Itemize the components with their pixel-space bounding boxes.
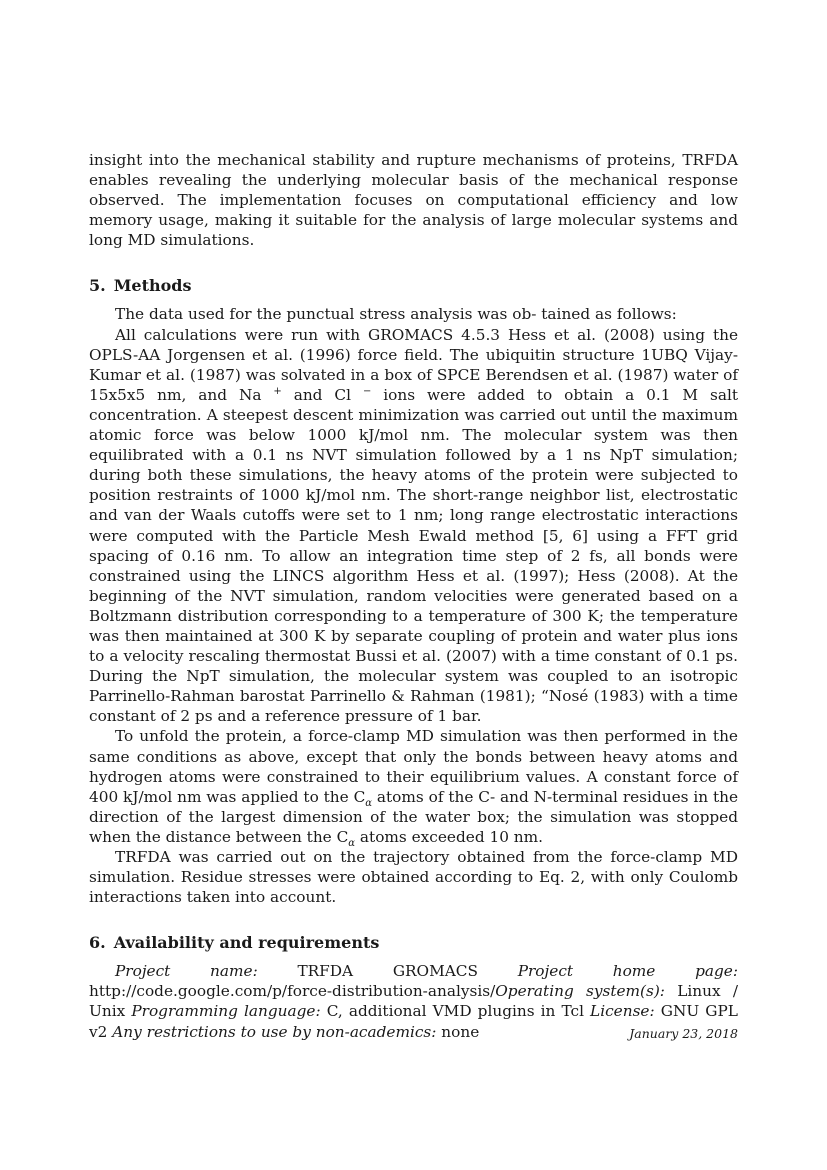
intro-paragraph: insight into the mechanical stability and rupture mechanisms of proteins, TRFDA enables revealing the underlying molecular basis of the mechanical response observed. The implementation focuses on computational efficiency and low memory usage, making it suitable for the analysis of large molecular systems and long MD simulations. bbox=[89, 151, 738, 250]
home-page-label: Project home page: bbox=[517, 962, 738, 981]
sodium-charge: + bbox=[273, 385, 282, 397]
restrictions-value: none bbox=[436, 1022, 480, 1041]
language-value: C, additional VMD plugins in Tcl bbox=[320, 1002, 591, 1021]
methods-title: Methods bbox=[113, 276, 192, 296]
methods-paragraph-2 bbox=[89, 325, 738, 727]
os-label: Operating system(s): bbox=[495, 982, 665, 1001]
alpha-subscript-2: α bbox=[348, 837, 356, 849]
p3-text-a: To unfold the protein, a force-clamp MD simulation was then performed in the same conditions as above, except that only the bonds between heavy atoms and hydrogen atoms were constrained to their equilibrium values. A constant force of 400 kJ/mol nm was applied to the C bbox=[89, 727, 738, 806]
os-value: Linux / Unix bbox=[89, 982, 738, 1021]
p3-text-b: atoms of the C- and N-terminal residues in the direction of the largest dimension of the water box; the simulation was stopped when the distance between the C bbox=[89, 787, 738, 846]
methods-heading bbox=[89, 276, 738, 296]
language-label: Programming language: bbox=[131, 1002, 321, 1021]
p2-text-a: All calculations were run with GROMACS 4.5.3 Hess et al. (2008) using the OPLS-AA Jorgensen et al. (1996) force field. The ubiquitin structure 1UBQ Vijay-Kumar et al. (1987) was solvated in a box of SPCE Berendsen et al. (1987) water of 15x5x5 nm, and Na bbox=[89, 325, 738, 404]
project-name-label: Project name: bbox=[115, 962, 258, 981]
p2-text-b: and Cl bbox=[281, 385, 351, 404]
footer-date: January 23, 2018 bbox=[629, 1026, 738, 1041]
chloride-charge: − bbox=[362, 385, 372, 397]
home-page-link[interactable]: http://code.google.com/p/force-distribution-analysis/ bbox=[89, 982, 496, 1001]
availability-number: 6. bbox=[89, 933, 106, 953]
license-value: GNU GPL v2 bbox=[89, 1002, 738, 1041]
restrictions-label: Any restrictions to use by non-academics: bbox=[112, 1022, 437, 1041]
p3-text-c: atoms exceeded 10 nm. bbox=[355, 827, 544, 846]
project-name: TRFDA GROMACS bbox=[257, 962, 518, 981]
availability-heading bbox=[89, 933, 738, 953]
methods-paragraph-3 bbox=[89, 726, 738, 847]
license-label: License: bbox=[590, 1002, 655, 1021]
methods-paragraph-1: The data used for the punctual stress analysis was ob- tained as follows: bbox=[115, 305, 677, 324]
p2-text-c: ions were added to obtain a 0.1 M salt concentration. A steepest descent minimization was carried out until the maximum atomic force was below 1000 kJ/mol nm. The molecular system was then equilibrated with a 0.1 ns NVT simulation followed by a 1 ns NpT simulation; during both these simulations, the heavy atoms of the protein were subjected to position restraints of 1000 kJ/mol nm. The short-range neighbor list, electrostatic and van der Waals cutoffs were set to 1 nm; long range electrostatic interactions were computed with the Particle Mesh Ewald method [5, 6] using a FFT grid spacing of 0.16 nm. To allow an integration time step of 2 fs, all bonds were constrained using the LINCS algorithm Hess et al. (1997); Hess (2008). At the beginning of the NVT simulation, random velocities were generated based on a Boltzmann distribution corresponding to a temperature of 300 K; the temperature was then maintained at 300 K by separate coupling of protein and water plus ions to a velocity rescaling thermostat Bussi et al. (2007) with a time constant of 0.1 ps. During the NpT simulation, the molecular system was coupled to an isotropic Parrinello-Rahman barostat Parrinello & Rahman (1981); “Nosé (1983) with a time constant of 2 ps and a reference pressure of 1 bar. bbox=[89, 385, 738, 726]
methods-number: 5. bbox=[89, 276, 106, 296]
methods-paragraph-4: TRFDA was carried out on the trajectory obtained from the force-clamp MD simulation. Residue stresses were obtained according to Eq. 2, with only Coulomb interactions taken into account. bbox=[89, 848, 738, 907]
alpha-subscript-1: α bbox=[365, 797, 373, 809]
availability-title: Availability and requirements bbox=[113, 933, 380, 953]
